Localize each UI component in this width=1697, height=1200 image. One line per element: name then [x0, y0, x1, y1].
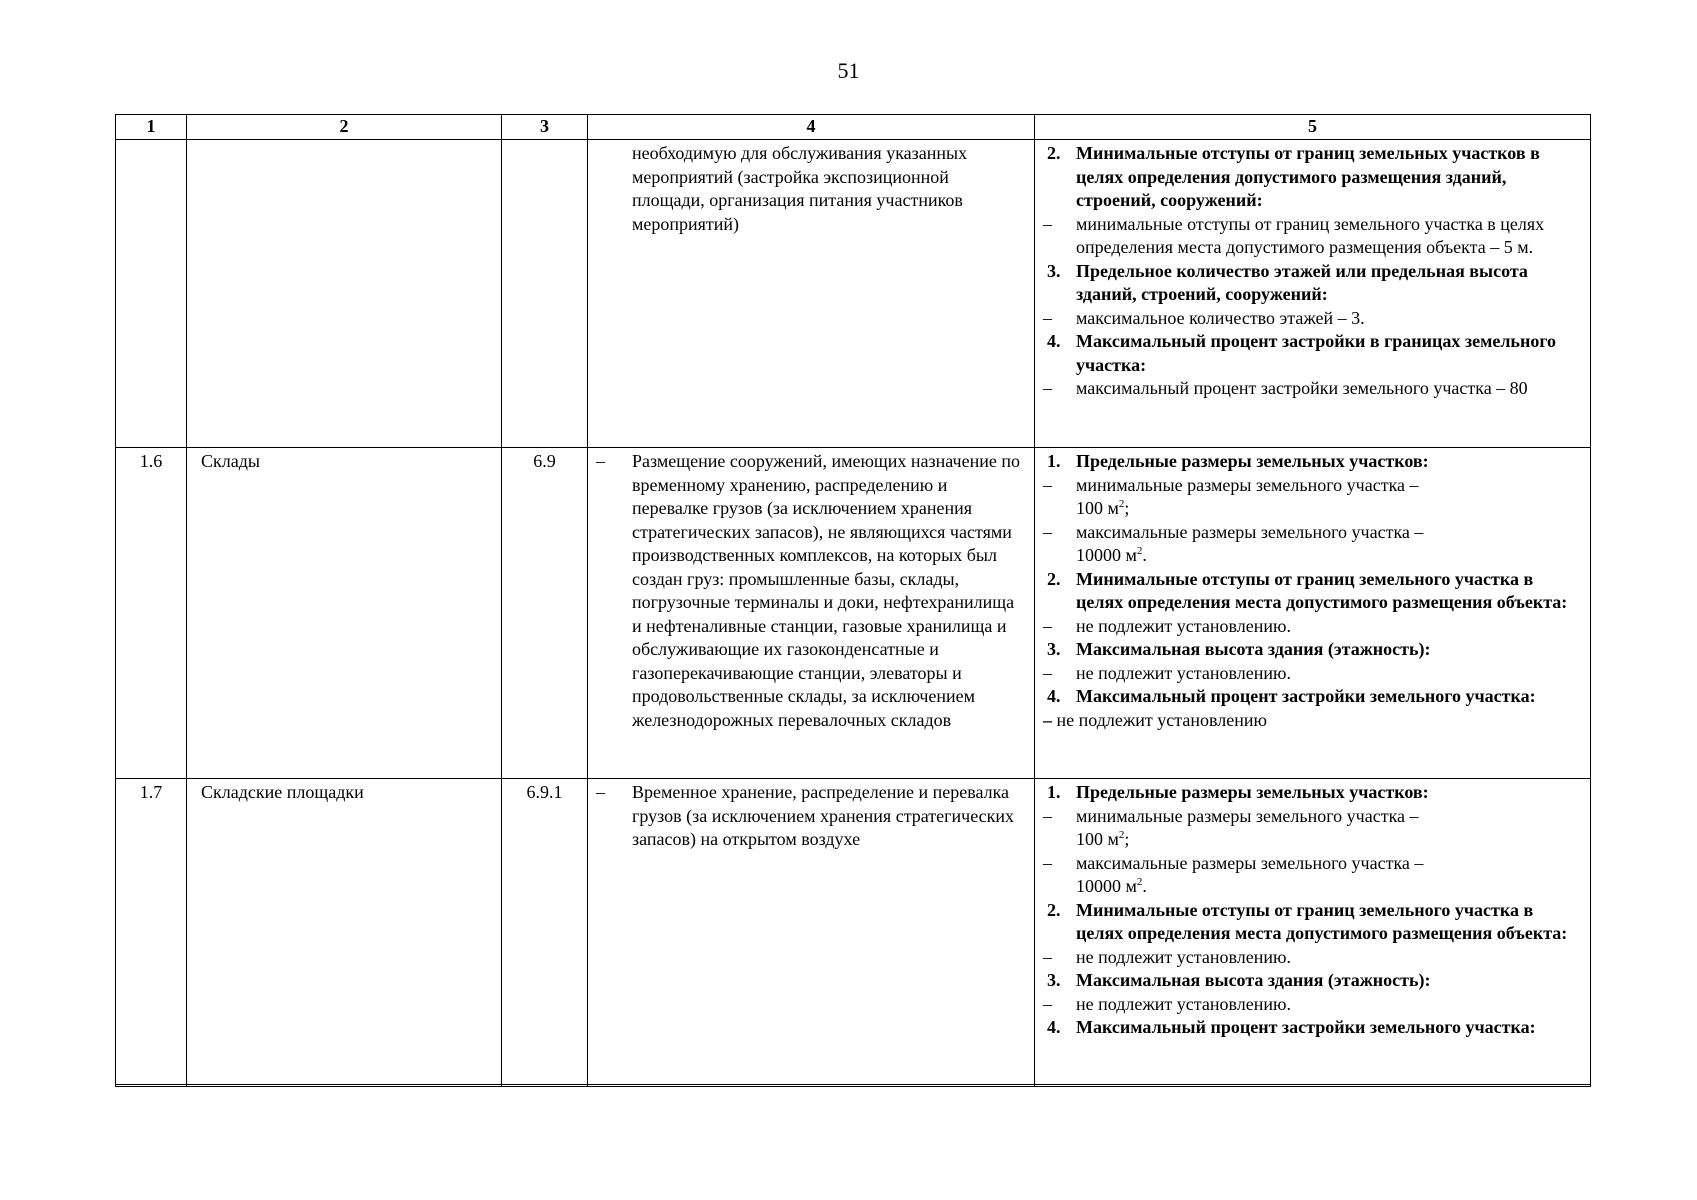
area-unit-exponent: 2 — [1136, 545, 1143, 557]
table-row — [116, 448, 1591, 779]
dash-marker: – — [596, 451, 605, 471]
area-unit-exponent: 2 — [1118, 829, 1125, 841]
param-item-text: максимальное количество этажей – 3. — [1076, 307, 1365, 328]
row-number: 1.6 — [116, 448, 187, 779]
row-name: Складские площадки — [187, 779, 502, 1087]
area-unit-exponent: 2 — [1136, 876, 1143, 888]
param-number: 2. — [1047, 143, 1061, 163]
param-item — [1043, 993, 1580, 1017]
param-heading — [1043, 899, 1580, 946]
param-item — [1043, 377, 1580, 401]
param-heading — [1043, 781, 1580, 805]
page-number: 51 — [837, 58, 860, 83]
param-item-text: минимальные размеры земельного участка – — [1076, 805, 1419, 826]
header-col-1: 1 — [116, 115, 187, 140]
param-number: 1. — [1047, 451, 1061, 471]
param-item-last — [1043, 709, 1580, 733]
dash-marker: – — [1043, 307, 1052, 328]
param-item — [1043, 307, 1580, 331]
param-number: 4. — [1047, 331, 1061, 351]
area-value: 100 м — [1076, 829, 1119, 849]
dash-marker: – — [1043, 378, 1052, 398]
description-text: Временное хранение, распределение и перевалка грузов (за исключением хранения стратегических запасов) на открытом воздухе — [632, 782, 1015, 849]
param-item-text: минимальные отступы от границ земельного участка в целях определения места допустимого размещения объекта – 5 м. — [1076, 213, 1545, 257]
header-col-5: 5 — [1035, 115, 1591, 140]
param-item — [1043, 521, 1580, 568]
param-item-text: максимальные размеры земельного участка – — [1076, 852, 1424, 873]
param-heading — [1043, 638, 1580, 662]
table-row — [116, 779, 1591, 1087]
dash-marker: – — [1043, 213, 1052, 234]
param-item-text: не подлежит установлению. — [1076, 946, 1291, 967]
row-description — [588, 448, 1035, 779]
row-description — [588, 140, 1035, 448]
param-item — [1043, 662, 1580, 686]
zoning-table — [115, 114, 1591, 1087]
param-item — [1043, 474, 1580, 521]
description-item — [596, 781, 1022, 852]
param-heading-text: Максимальный процент застройки земельного участка: — [1076, 1017, 1536, 1037]
row-parameters — [1035, 448, 1591, 779]
row-number — [116, 140, 187, 448]
row-description — [588, 779, 1035, 1087]
param-heading-text: Минимальные отступы от границ земельных участков в целях определения допустимого размещения зданий, строений, сооружений: — [1076, 143, 1540, 210]
param-heading — [1043, 969, 1580, 993]
param-item — [1043, 805, 1580, 852]
item-punctuation: ; — [1124, 829, 1130, 849]
param-heading-text: Максимальная высота здания (этажность): — [1076, 639, 1431, 659]
area-value: 10000 м — [1076, 876, 1137, 896]
area-value: 10000 м — [1076, 545, 1137, 565]
param-item-text: максимальные размеры земельного участка – — [1076, 521, 1424, 542]
dash-marker: – — [1043, 946, 1052, 967]
header-row — [116, 115, 1591, 140]
dash-marker: – — [1043, 709, 1052, 730]
param-item — [1043, 946, 1580, 970]
item-punctuation: ; — [1124, 498, 1130, 518]
param-heading — [1043, 260, 1580, 307]
param-heading-text: Предельное количество этажей или предельная высота зданий, строений, сооружений: — [1076, 260, 1528, 304]
item-punctuation: . — [1142, 545, 1147, 565]
dash-marker: – — [596, 782, 605, 802]
param-item-text: не подлежит установлению — [1056, 709, 1267, 730]
description-text: Размещение сооружений, имеющих назначение по временному хранению, распределению и перевалке грузов (за исключением хранения стратегических запасов), не являющихся частями производственных комплексов, на которых был создан груз: промышленные базы, склады, погрузочные терминалы и доки, нефтехранилища и нефтеналивные станции, газовые хранилища и обслуживающие их газоконденсатные и газоперекачивающие станции, элеваторы и продовольственные склады, за исключением железнодорожных перевалочных складов — [632, 451, 1020, 730]
item-punctuation: . — [1142, 876, 1147, 896]
dash-marker: – — [1043, 615, 1052, 636]
param-heading — [1043, 330, 1580, 377]
header-col-4: 4 — [588, 115, 1035, 140]
dash-marker: – — [1043, 474, 1052, 495]
param-heading-text: Максимальный процент застройки в границах земельного участка: — [1076, 331, 1557, 375]
param-heading — [1043, 685, 1580, 709]
row-number: 1.7 — [116, 779, 187, 1087]
dash-marker: – — [1043, 852, 1052, 873]
dash-marker: – — [1043, 662, 1052, 683]
table-row — [116, 140, 1591, 448]
param-item — [1043, 852, 1580, 899]
row-parameters — [1035, 140, 1591, 448]
param-heading-text: Предельные размеры земельных участков: — [1076, 451, 1429, 471]
row-code: 6.9.1 — [502, 779, 588, 1087]
dash-marker: – — [1043, 993, 1052, 1014]
param-heading-text: Предельные размеры земельных участков: — [1076, 782, 1429, 802]
dash-marker: – — [1043, 805, 1052, 826]
param-heading — [1043, 1016, 1580, 1040]
row-code: 6.9 — [502, 448, 588, 779]
param-number: 4. — [1047, 686, 1061, 706]
param-item-text: минимальные размеры земельного участка – — [1076, 474, 1419, 495]
param-item-text: не подлежит установлению. — [1076, 993, 1291, 1014]
zoning-table-container — [115, 114, 1590, 1085]
param-number: 4. — [1047, 1017, 1061, 1037]
description-text: необходимую для обслуживания указанных мероприятий (застройка экспозиционной площади, организация питания участников мероприятий) — [632, 143, 968, 234]
param-heading-text: Минимальные отступы от границ земельного участка в целях определения места допустимого размещения объекта: — [1076, 899, 1568, 943]
area-value: 100 м — [1076, 498, 1119, 518]
area-unit-exponent: 2 — [1118, 498, 1125, 510]
row-code — [502, 140, 588, 448]
param-heading — [1043, 568, 1580, 615]
row-name — [187, 140, 502, 448]
param-number: 3. — [1047, 260, 1061, 281]
header-col-2: 2 — [187, 115, 502, 140]
param-heading-text: Максимальная высота здания (этажность): — [1076, 970, 1431, 990]
param-heading — [1043, 142, 1580, 213]
param-item-text: не подлежит установлению. — [1076, 615, 1291, 636]
header-col-3: 3 — [502, 115, 588, 140]
param-heading-text: Минимальные отступы от границ земельного участка в целях определения места допустимого размещения объекта: — [1076, 568, 1568, 612]
description-item — [596, 450, 1022, 732]
param-number: 2. — [1047, 568, 1061, 589]
param-item — [1043, 213, 1580, 260]
row-parameters — [1035, 779, 1591, 1087]
param-number: 1. — [1047, 782, 1061, 802]
param-heading-text: Максимальный процент застройки земельного участка: — [1076, 686, 1536, 706]
param-item — [1043, 615, 1580, 639]
param-number: 2. — [1047, 899, 1061, 920]
param-item-text: максимальный процент застройки земельного участка – 80 — [1076, 378, 1528, 398]
row-name: Склады — [187, 448, 502, 779]
dash-marker: – — [1043, 521, 1052, 542]
param-number: 3. — [1047, 970, 1061, 990]
param-item-text: не подлежит установлению. — [1076, 662, 1291, 683]
param-heading — [1043, 450, 1580, 474]
param-number: 3. — [1047, 639, 1061, 659]
